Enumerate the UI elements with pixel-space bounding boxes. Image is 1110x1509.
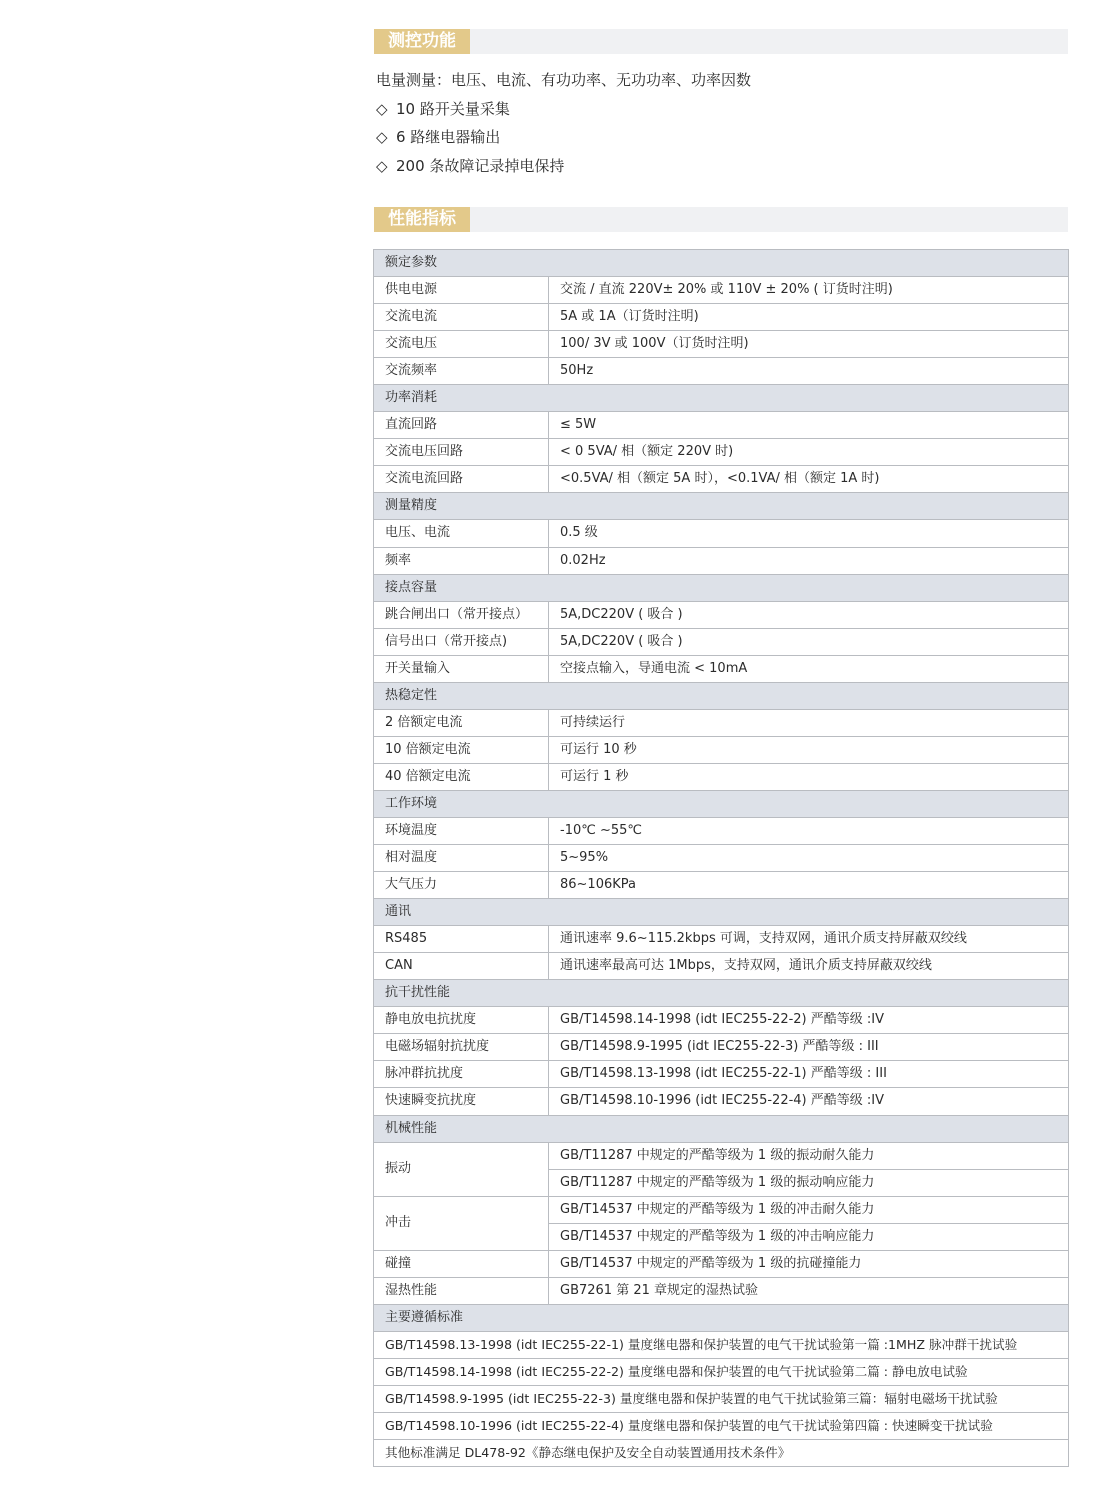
spec-value: GB/T11287 中规定的严酷等级为 1 级的振动响应能力: [549, 1169, 1069, 1196]
performance-section-header: [374, 207, 1068, 232]
spec-label: 40 倍额定电流: [374, 763, 549, 790]
spec-label: 大气压力: [374, 872, 549, 899]
spec-value: 可运行 1 秒: [549, 763, 1069, 790]
spec-label: 供电电源: [374, 277, 549, 304]
spec-label: 电压、电流: [374, 520, 549, 547]
spec-value: GB/T14537 中规定的严酷等级为 1 级的冲击耐久能力: [549, 1196, 1069, 1223]
standard-item: 其他标准满足 DL478-92《静态继电保护及安全自动装置通用技术条件》: [374, 1440, 1069, 1467]
feature-measurement: 电量测量：电压、电流、有功功率、无功功率、功率因数: [376, 71, 752, 89]
table-row: [374, 439, 1069, 466]
spec-value: 50Hz: [549, 358, 1069, 385]
table-group-row: [374, 1115, 1069, 1142]
spec-value: 通讯速率最高可达 1Mbps，支持双网，通讯介质支持屏蔽双绞线: [549, 953, 1069, 980]
spec-value: 100/ 3V 或 100V（订货时注明): [549, 331, 1069, 358]
group-title: 通讯: [374, 899, 1069, 926]
spec-label: 电磁场辐射抗扰度: [374, 1034, 549, 1061]
table-row: [374, 763, 1069, 790]
table-row: [374, 1007, 1069, 1034]
spec-label: CAN: [374, 953, 549, 980]
table-row: [374, 277, 1069, 304]
group-title: 测量精度: [374, 493, 1069, 520]
group-title: 接点容量: [374, 574, 1069, 601]
table-row: [374, 1061, 1069, 1088]
spec-label: 交流频率: [374, 358, 549, 385]
spec-label: RS485: [374, 926, 549, 953]
spec-label: 交流电压: [374, 331, 549, 358]
spec-label: 直流回路: [374, 412, 549, 439]
standard-item: GB/T14598.9-1995 (idt IEC255-22-3) 量度继电器和保护装置的电气干扰试验第三篇：辐射电磁场干扰试验: [374, 1385, 1069, 1412]
group-title: 功率消耗: [374, 385, 1069, 412]
spec-value: GB/T14598.13-1998 (idt IEC255-22-1) 严酷等级 : III: [549, 1061, 1069, 1088]
control-section-title: 测控功能: [374, 29, 470, 54]
spec-value: ≤ 5W: [549, 412, 1069, 439]
table-row: [374, 1331, 1069, 1358]
spec-label: 2 倍额定电流: [374, 709, 549, 736]
table-row: [374, 601, 1069, 628]
spec-label: 交流电压回路: [374, 439, 549, 466]
table-group-row: [374, 682, 1069, 709]
spec-value: 交流 / 直流 220V± 20% 或 110V ± 20% ( 订货时注明): [549, 277, 1069, 304]
group-title: 主要遵循标准: [374, 1304, 1069, 1331]
spec-value: GB7261 第 21 章规定的湿热试验: [549, 1277, 1069, 1304]
table-row: [374, 331, 1069, 358]
performance-section-title: 性能指标: [374, 207, 470, 232]
spec-value: GB/T14598.9-1995 (idt IEC255-22-3) 严酷等级 : III: [549, 1034, 1069, 1061]
table-row: [374, 1034, 1069, 1061]
table-row: [374, 736, 1069, 763]
spec-value: 可持续运行: [549, 709, 1069, 736]
table-row: [374, 628, 1069, 655]
spec-label: 碰撞: [374, 1250, 549, 1277]
feature-item: [376, 95, 1066, 124]
feature-item-text: 200 条故障记录掉电保持: [396, 156, 565, 175]
standard-item: GB/T14598.13-1998 (idt IEC255-22-1) 量度继电器和保护装置的电气干扰试验第一篇 :1MHZ 脉冲群干扰试验: [374, 1331, 1069, 1358]
spec-label: 开关量输入: [374, 655, 549, 682]
table-row: [374, 709, 1069, 736]
spec-label: 相对温度: [374, 845, 549, 872]
table-row: [374, 872, 1069, 899]
table-group-row: [374, 1304, 1069, 1331]
table-row: [374, 304, 1069, 331]
table-row: [374, 926, 1069, 953]
spec-label: 信号出口（常开接点): [374, 628, 549, 655]
group-title: 抗干扰性能: [374, 980, 1069, 1007]
table-row: [374, 547, 1069, 574]
group-title: 工作环境: [374, 790, 1069, 817]
control-section-header: [374, 29, 1068, 54]
spec-label: 脉冲群抗扰度: [374, 1061, 549, 1088]
spec-value: GB/T14598.14-1998 (idt IEC255-22-2) 严酷等级 :IV: [549, 1007, 1069, 1034]
spec-label: 快速瞬变抗扰度: [374, 1088, 549, 1115]
spec-value: 5A 或 1A（订货时注明): [549, 304, 1069, 331]
table-group-row: [374, 899, 1069, 926]
table-row: [374, 1358, 1069, 1385]
spec-value: GB/T11287 中规定的严酷等级为 1 级的振动耐久能力: [549, 1142, 1069, 1169]
spec-value: -10℃ ~55℃: [549, 817, 1069, 844]
spec-value: < 0 5VA/ 相（额定 220V 时): [549, 439, 1069, 466]
spec-value: 5A,DC220V ( 吸合 ): [549, 628, 1069, 655]
spec-value: 0.5 级: [549, 520, 1069, 547]
spec-label: 湿热性能: [374, 1277, 549, 1304]
table-row: [374, 1142, 1069, 1169]
table-row: [374, 412, 1069, 439]
table-row: [374, 1413, 1069, 1440]
diamond-icon: ◇: [376, 156, 388, 175]
standard-item: GB/T14598.10-1996 (idt IEC255-22-4) 量度继电器和保护装置的电气干扰试验第四篇 : 快速瞬变干扰试验: [374, 1413, 1069, 1440]
spec-label: 10 倍额定电流: [374, 736, 549, 763]
spec-value: GB/T14537 中规定的严酷等级为 1 级的冲击响应能力: [549, 1223, 1069, 1250]
control-features-list: [376, 66, 1066, 180]
table-row: [374, 817, 1069, 844]
feature-item: [376, 152, 1066, 181]
table-group-row: [374, 385, 1069, 412]
spec-value: <0.5VA/ 相（额定 5A 时），<0.1VA/ 相（额定 1A 时): [549, 466, 1069, 493]
spec-value: 86~106KPa: [549, 872, 1069, 899]
spec-label: 跳合闸出口（常开接点）: [374, 601, 549, 628]
table-row: [374, 1277, 1069, 1304]
spec-label: 交流电流回路: [374, 466, 549, 493]
group-title: 额定参数: [374, 250, 1069, 277]
table-group-row: [374, 493, 1069, 520]
table-group-row: [374, 790, 1069, 817]
standard-item: GB/T14598.14-1998 (idt IEC255-22-2) 量度继电器和保护装置的电气干扰试验第二篇 : 静电放电试验: [374, 1358, 1069, 1385]
spec-value: 5~95%: [549, 845, 1069, 872]
table-row: [374, 1250, 1069, 1277]
table-row: [374, 953, 1069, 980]
table-row: [374, 1088, 1069, 1115]
spec-value: 空接点输入，导通电流 < 10mA: [549, 655, 1069, 682]
group-title: 热稳定性: [374, 682, 1069, 709]
feature-item: [376, 123, 1066, 152]
table-row: [374, 1196, 1069, 1223]
spec-value: 通讯速率 9.6~115.2kbps 可调，支持双网，通讯介质支持屏蔽双绞线: [549, 926, 1069, 953]
table-row: [374, 1385, 1069, 1412]
spec-value: 5A,DC220V ( 吸合 ): [549, 601, 1069, 628]
table-row: [374, 466, 1069, 493]
feature-item-text: 6 路继电器输出: [396, 128, 501, 146]
spec-label: 频率: [374, 547, 549, 574]
table-row: [374, 520, 1069, 547]
spec-label: 交流电流: [374, 304, 549, 331]
feature-item-text: 10 路开关量采集: [396, 99, 510, 118]
table-row: [374, 358, 1069, 385]
spec-label: 静电放电抗扰度: [374, 1007, 549, 1034]
table-group-row: [374, 574, 1069, 601]
spec-label: 冲击: [374, 1196, 549, 1250]
group-title: 机械性能: [374, 1115, 1069, 1142]
table-group-row: [374, 250, 1069, 277]
table-row: [374, 1440, 1069, 1467]
diamond-icon: ◇: [376, 128, 388, 146]
spec-value: 可运行 10 秒: [549, 736, 1069, 763]
performance-spec-table: [373, 249, 1069, 1467]
spec-value: GB/T14598.10-1996 (idt IEC255-22-4) 严酷等级 :IV: [549, 1088, 1069, 1115]
diamond-icon: ◇: [376, 99, 388, 118]
table-row: [374, 845, 1069, 872]
spec-label: 振动: [374, 1142, 549, 1196]
spec-label: 环境温度: [374, 817, 549, 844]
spec-value: GB/T14537 中规定的严酷等级为 1 级的抗碰撞能力: [549, 1250, 1069, 1277]
table-group-row: [374, 980, 1069, 1007]
table-row: [374, 655, 1069, 682]
spec-value: 0.02Hz: [549, 547, 1069, 574]
